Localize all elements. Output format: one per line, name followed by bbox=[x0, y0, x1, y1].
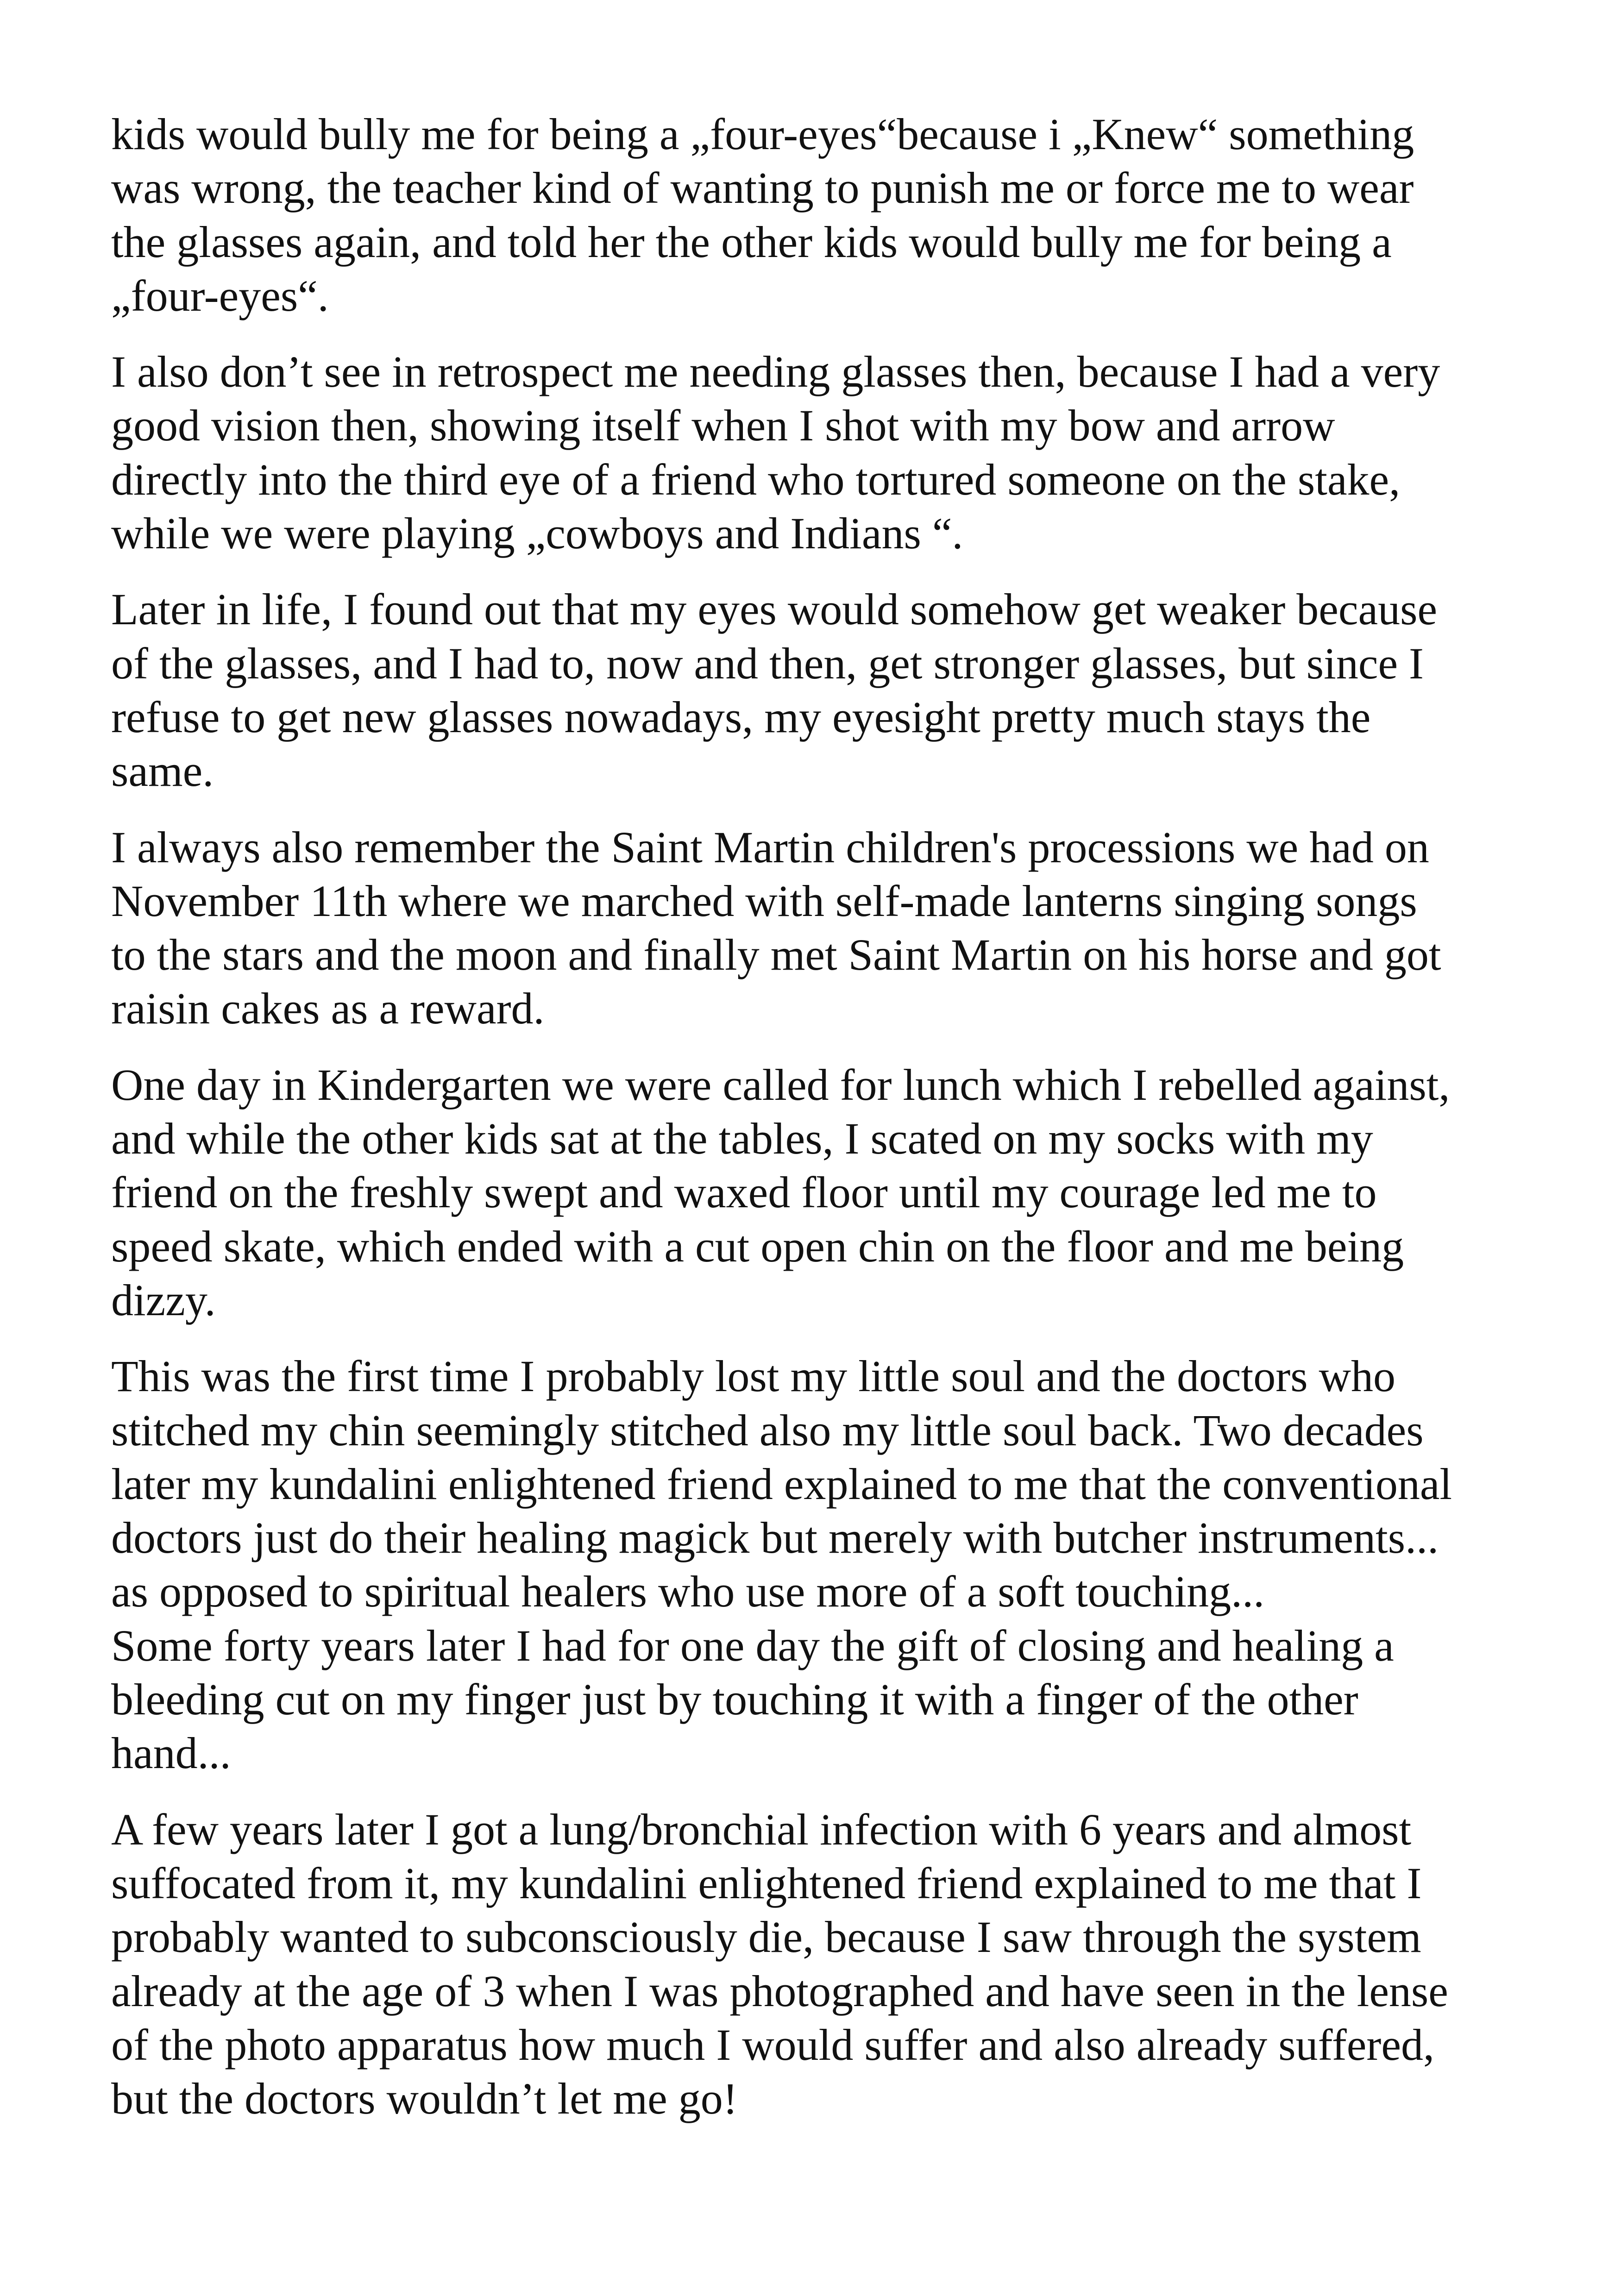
paragraph-6 bbox=[111, 1349, 1538, 1780]
paragraph-7 bbox=[111, 1803, 1538, 2126]
text-line: raisin cakes as a reward. bbox=[111, 984, 545, 1034]
text-line: Later in life, I found out that my eyes would somehow get weaker because bbox=[111, 584, 1438, 634]
text-line: later my kundalini enlightened friend explained to me that the conventional bbox=[111, 1459, 1452, 1509]
text-line: suffocated from it, my kundalini enlightened friend explained to me that I bbox=[111, 1858, 1422, 1908]
text-line: refuse to get new glasses nowadays, my eyesight pretty much stays the bbox=[111, 692, 1371, 742]
text-line: friend on the freshly swept and waxed floor until my courage led me to bbox=[111, 1167, 1377, 1217]
text-line: Some forty years later I had for one day the gift of closing and healing a bbox=[111, 1620, 1394, 1670]
text-line: I always also remember the Saint Martin children's processions we had on bbox=[111, 822, 1429, 872]
text-line: of the glasses, and I had to, now and then, get stronger glasses, but since I bbox=[111, 638, 1424, 688]
text-line: probably wanted to subconsciously die, because I saw through the system bbox=[111, 1912, 1421, 1962]
paragraph-1 bbox=[111, 107, 1538, 323]
text-line: was wrong, the teacher kind of wanting to punish me or force me to wear bbox=[111, 163, 1414, 213]
text-line: November 11th where we marched with self-made lanterns singing songs bbox=[111, 876, 1417, 926]
text-line: and while the other kids sat at the tables, I scated on my socks with my bbox=[111, 1114, 1373, 1164]
text-line: but the doctors wouldn’t let me go! bbox=[111, 2074, 738, 2124]
text-line: One day in Kindergarten we were called for lunch which I rebelled against, bbox=[111, 1060, 1450, 1110]
text-line: directly into the third eye of a friend who tortured someone on the stake, bbox=[111, 454, 1401, 504]
text-line: of the photo apparatus how much I would suffer and also already suffered, bbox=[111, 2020, 1434, 2070]
text-line: dizzy. bbox=[111, 1275, 216, 1325]
text-line: the glasses again, and told her the other kids would bully me for being a bbox=[111, 217, 1392, 267]
text-line: I also don’t see in retrospect me needing glasses then, because I had a very bbox=[111, 347, 1440, 397]
text-line: already at the age of 3 when I was photographed and have seen in the lense bbox=[111, 1966, 1448, 2016]
text-line: This was the first time I probably lost my little soul and the doctors who bbox=[111, 1351, 1395, 1401]
paragraph-4 bbox=[111, 821, 1538, 1036]
paragraph-5 bbox=[111, 1058, 1538, 1327]
paragraph-3 bbox=[111, 583, 1538, 798]
text-line: kids would bully me for being a „four-eyes“because i „Knew“ something bbox=[111, 109, 1414, 159]
text-line: speed skate, which ended with a cut open chin on the floor and me being bbox=[111, 1221, 1404, 1271]
text-line: bleeding cut on my finger just by touching it with a finger of the other bbox=[111, 1675, 1358, 1725]
text-line: stitched my chin seemingly stitched also my little soul back. Two decades bbox=[111, 1405, 1424, 1455]
text-line: „four-eyes“. bbox=[111, 270, 329, 320]
text-line: doctors just do their healing magick but merely with butcher instruments... bbox=[111, 1513, 1439, 1563]
text-line: to the stars and the moon and finally met Saint Martin on his horse and got bbox=[111, 930, 1441, 980]
paragraph-2 bbox=[111, 345, 1538, 560]
text-line: good vision then, showing itself when I shot with my bow and arrow bbox=[111, 401, 1335, 451]
text-line: as opposed to spiritual healers who use more of a soft touching... bbox=[111, 1567, 1265, 1617]
text-line: A few years later I got a lung/bronchial infection with 6 years and almost bbox=[111, 1804, 1412, 1854]
body-text bbox=[111, 107, 1538, 2148]
text-line: while we were playing „cowboys and Indians “. bbox=[111, 508, 963, 558]
text-line: hand... bbox=[111, 1728, 231, 1778]
text-line: same. bbox=[111, 746, 214, 796]
